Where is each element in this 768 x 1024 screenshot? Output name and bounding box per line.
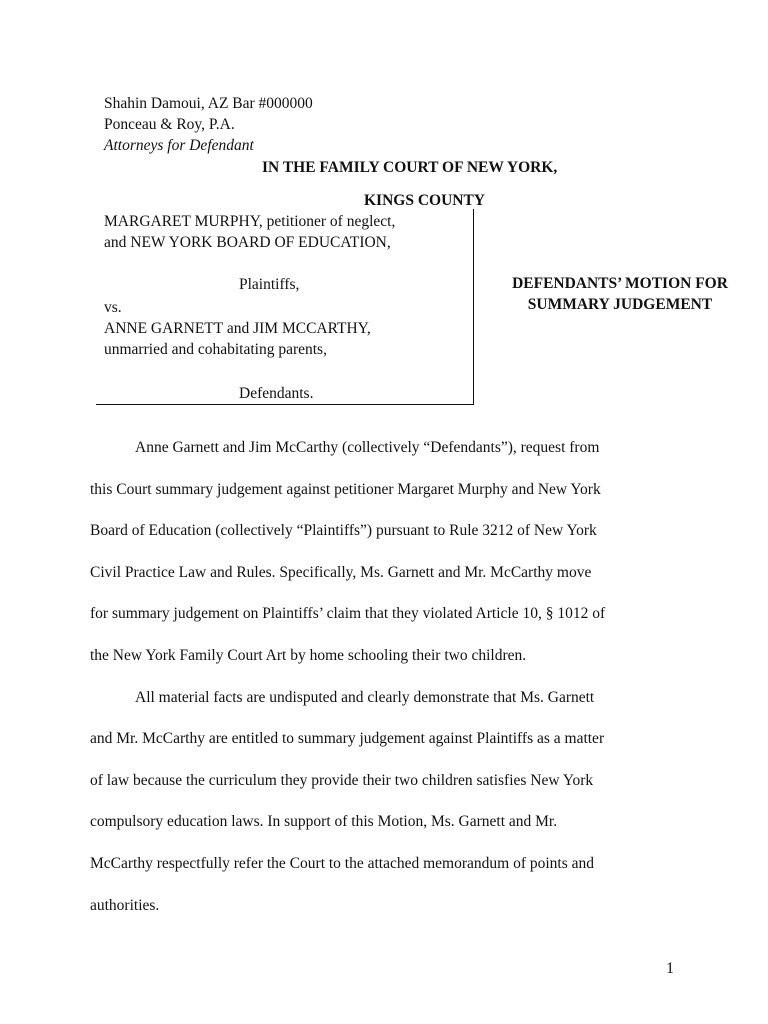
paragraph-2-line-1: All material facts are undisputed and clearly demonstrate that Ms. Garnett (135, 689, 595, 706)
paragraph-2-line-3: of law because the curriculum they provide their two children satisfies New York (90, 772, 594, 789)
defendants-label: Defendants. (239, 385, 314, 402)
paragraph-2-line-5: McCarthy respectfully refer the Court to the attached memorandum of points and (90, 855, 595, 872)
motion-title-line-1: DEFENDANTS’ MOTION FOR (512, 275, 728, 292)
plaintiff-line-2: and NEW YORK BOARD OF EDUCATION, (104, 234, 391, 251)
versus-label: vs. (104, 299, 122, 316)
plaintiffs-label: Plaintiffs, (239, 276, 300, 293)
paragraph-1-line-5: for summary judgement on Plaintiffs’ claim that they violated Article 10, § 1012 of (90, 605, 606, 622)
page-number: 1 (666, 960, 674, 977)
court-name: IN THE FAMILY COURT OF NEW YORK, (262, 159, 558, 176)
paragraph-2-line-2: and Mr. McCarthy are entitled to summary judgement against Plaintiffs as a matter (90, 730, 605, 747)
paragraph-1-line-4: Civil Practice Law and Rules. Specifically, Ms. Garnett and Mr. McCarthy move (90, 564, 592, 581)
paragraph-1-line-2: this Court summary judgement against petitioner Margaret Murphy and New York (90, 481, 601, 498)
motion-title-line-2: SUMMARY JUDGEMENT (527, 296, 713, 313)
paragraph-1-line-3: Board of Education (collectively “Plaintiffs”) pursuant to Rule 3212 of New York (90, 522, 597, 539)
counsel-name: Shahin Damoui, AZ Bar #000000 (104, 95, 313, 112)
defendant-line-2: unmarried and cohabitating parents, (104, 341, 327, 358)
plaintiff-line-1: MARGARET MURPHY, petitioner of neglect, (104, 213, 396, 230)
paragraph-2-line-6: authorities. (90, 897, 160, 914)
caption-vertical-rule (473, 209, 474, 404)
court-county: KINGS COUNTY (364, 192, 486, 209)
counsel-firm: Ponceau & Roy, P.A. (104, 116, 235, 133)
counsel-role: Attorneys for Defendant (104, 137, 254, 154)
caption-horizontal-rule (96, 404, 474, 405)
paragraph-1-line-6: the New York Family Court Art by home schooling their two children. (90, 647, 527, 664)
paragraph-2-line-4: compulsory education laws. In support of this Motion, Ms. Garnett and Mr. (90, 813, 558, 830)
defendant-line-1: ANNE GARNETT and JIM MCCARTHY, (104, 320, 371, 337)
paragraph-1-line-1: Anne Garnett and Jim McCarthy (collectively “Defendants”), request from (135, 439, 600, 456)
